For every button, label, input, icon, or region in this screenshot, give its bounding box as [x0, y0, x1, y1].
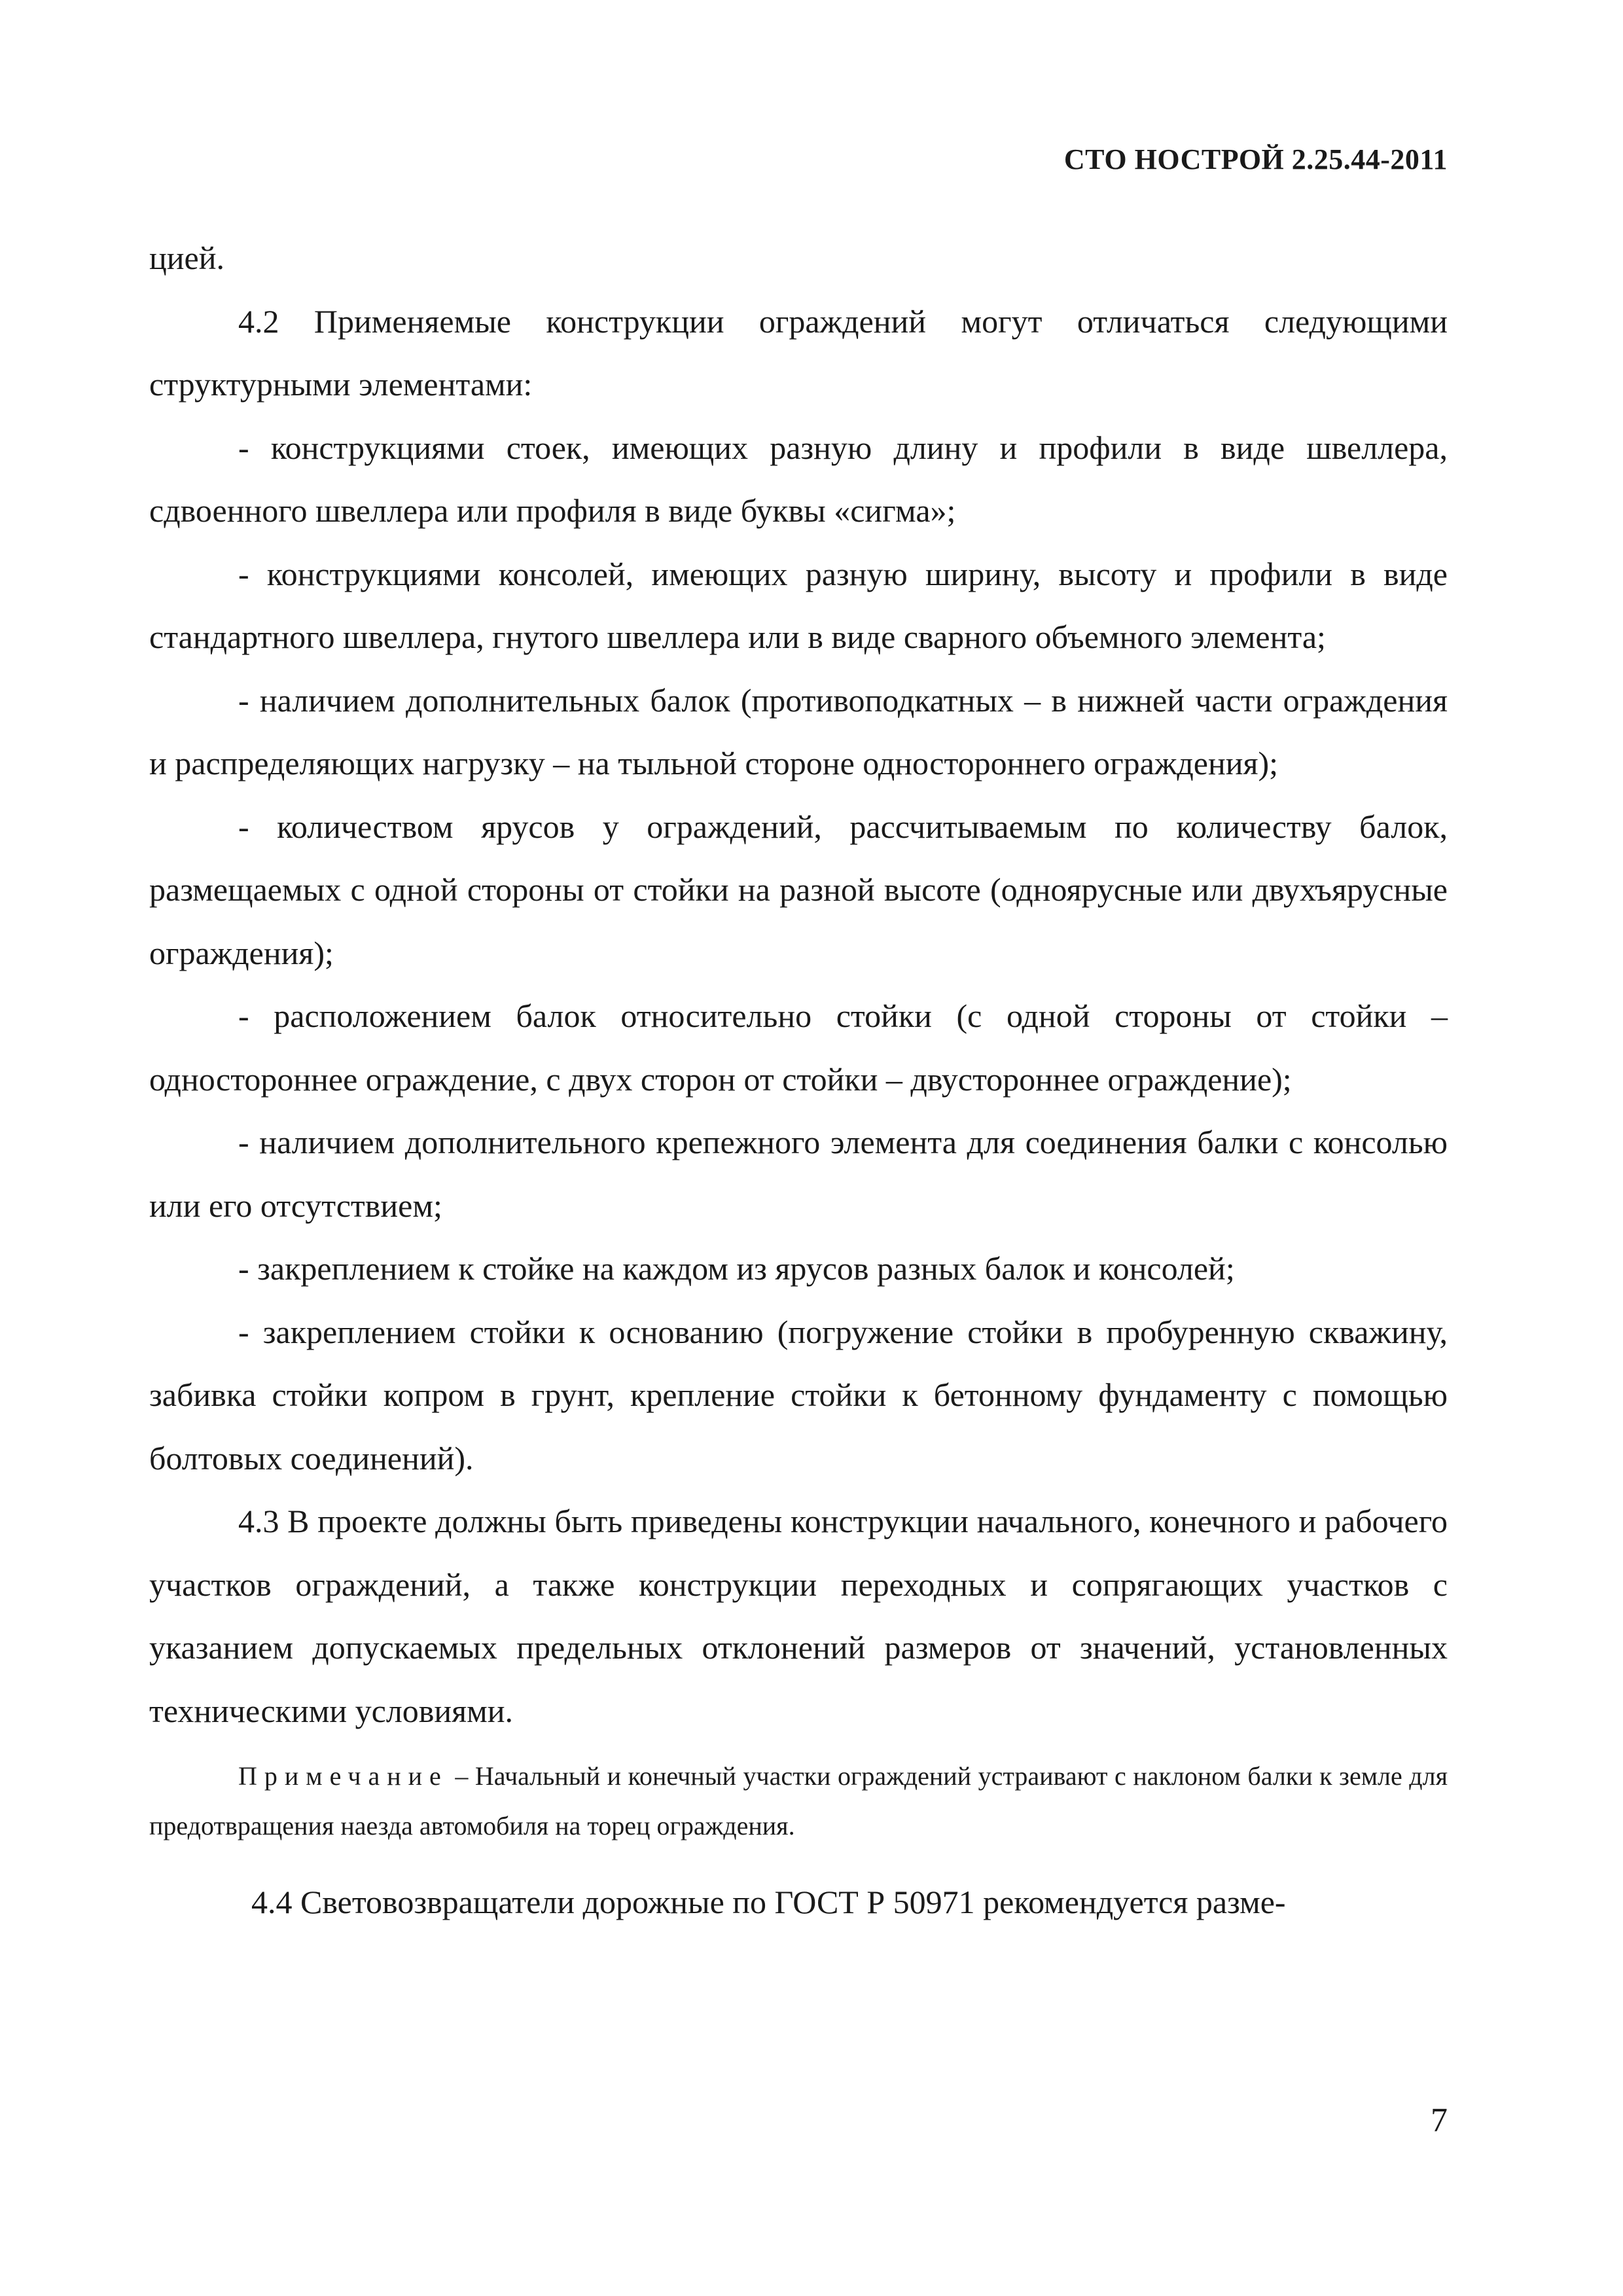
list-item: - количеством ярусов у ограждений, рассчитываемым по количеству балок, размещаемых с одной стороны от стойки на разной высоте (одноярусные или двухъярусные ограждения); [149, 808, 1448, 971]
list-item: - наличием дополнительного крепежного элемента для соединения балки с консолью или его отсутствием; [149, 1124, 1448, 1224]
list-item: - конструкциями консолей, имеющих разную ширину, высоту и профили в виде стандартного швеллера, гнутого швеллера или в виде сварного объемного элемента; [149, 555, 1448, 655]
paragraph-4-2: 4.2 Применяемые конструкции ограждений могут отличаться следующими структурными элементами: [149, 302, 1448, 403]
note-text: – Начальный и конечный участки ограждений устраивают с наклоном балки к земле для предотвращения наезда автомобиля на торец ограждения. [149, 1761, 1448, 1840]
paragraph-4-3: 4.3 В проекте должны быть приведены конструкции начального, конечного и рабочего участков ограждений, а также конструкции переходных и сопрягающих участков с указанием допускаемых предельных отклонений размеров от значений, установленных техническими условиями. [149, 1503, 1448, 1729]
list-item: - наличием дополнительных балок (противоподкатных – в нижней части ограждения и распределяющих нагрузку – на тыльной стороне одностороннего ограждения); [149, 681, 1448, 781]
list-item: - конструкциями стоек, имеющих разную длину и профили в виде швеллера, сдвоенного швеллера или профиля в виде буквы «сигма»; [149, 429, 1448, 529]
note-label: Примечание [238, 1761, 448, 1791]
list-item: - закреплением стойки к основанию (погружение стойки в пробуренную скважину, забивка стойки копром в грунт, крепление стойки к бетонному фундаменту с помощью болтовых соединений). [149, 1313, 1448, 1477]
continuation-text: цией. [149, 240, 224, 276]
document-code-header: СТО НОСТРОЙ 2.25.44-2011 [1063, 143, 1448, 175]
paragraph-4-4: 4.4 Световозвращатели дорожные по ГОСТ Р 50971 рекомендуется разме- [251, 1884, 1286, 1920]
list-item: - закреплением к стойке на каждом из ярусов разных балок и консолей; [238, 1250, 1235, 1287]
list-item: - расположением балок относительно стойки (с одной стороны от стойки – одностороннее ограждение, с двух сторон от стойки – двустороннее ограждение); [149, 997, 1448, 1098]
note [149, 1751, 1448, 1851]
page-number: 7 [1431, 2102, 1448, 2139]
page-body [149, 226, 1448, 1934]
